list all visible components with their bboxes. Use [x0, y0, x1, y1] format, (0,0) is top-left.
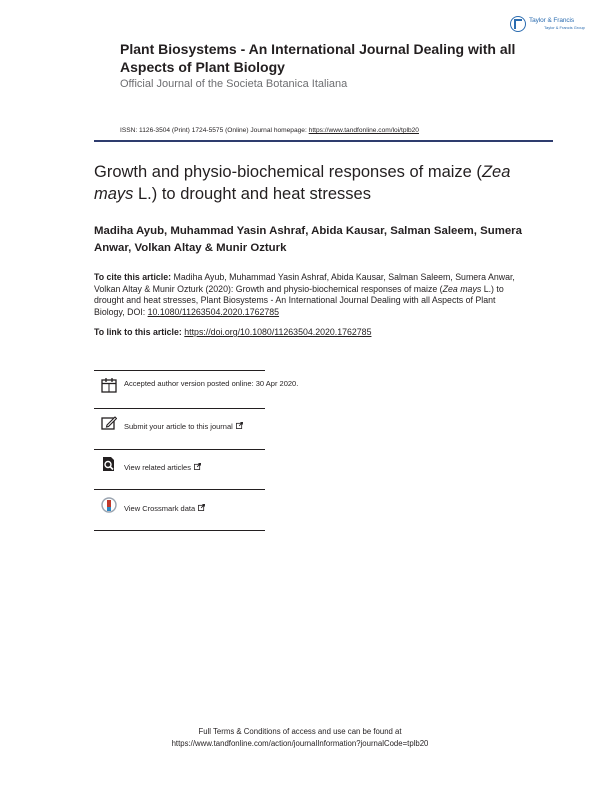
footer — [0, 726, 600, 750]
footer-terms-link[interactable]: https://www.tandfonline.com/action/journalInformation?journalCode=tplb20 — [171, 739, 429, 748]
related-articles-label: View related articles — [124, 463, 191, 472]
related-articles-link[interactable] — [124, 463, 201, 473]
divider — [94, 489, 265, 490]
cite-text-2: L.) to drought and heat stresses, Plant Biosystems - An International Journal Dealing with all Aspects of Plant Biology, DOI: — [94, 283, 504, 317]
cite-label: To cite this article: — [94, 272, 172, 282]
logo-sub: Taylor & Francis Group — [544, 25, 585, 30]
article-doi-url[interactable]: https://doi.org/10.1080/11263504.2020.1762785 — [184, 327, 372, 337]
crossmark-icon — [101, 497, 117, 513]
journal-homepage-link[interactable]: https://www.tandfonline.com/loi/tplb20 — [308, 127, 419, 134]
submit-article-label: Submit your article to this journal — [124, 422, 233, 431]
journal-title: Plant Biosystems - An International Journal Dealing with all Aspects of Plant Biology — [120, 41, 516, 75]
author-list: Madiha Ayub, Muhammad Yasin Ashraf, Abida Kausar, Salman Saleem, Sumera Anwar, Volkan Altay & Munir Ozturk — [94, 225, 522, 254]
link-label: To link to this article: — [94, 327, 182, 337]
edit-icon — [101, 415, 117, 431]
logo-name: Taylor & Francis — [529, 17, 574, 24]
accepted-version-text: Accepted author version posted online: 30 Apr 2020. — [124, 379, 299, 388]
divider — [94, 370, 265, 371]
cite-species: Zea mays — [442, 283, 482, 294]
related-articles-icon — [101, 456, 117, 472]
doi-link[interactable]: 10.1080/11263504.2020.1762785 — [147, 306, 280, 317]
cite-text-1: Madiha Ayub, Muhammad Yasin Ashraf, Abida Kausar, Salman Saleem, Sumera Anwar, Volkan Altay & Munir Ozturk (2020): Growth and physio-biochemical responses of maize ( — [94, 272, 515, 294]
publisher-logo[interactable] — [510, 16, 585, 38]
article-title — [94, 161, 534, 205]
footer-terms-text: Full Terms & Conditions of access and use can be found at — [198, 727, 402, 736]
header-divider — [94, 140, 553, 142]
taylor-francis-icon — [510, 16, 526, 32]
divider — [94, 530, 265, 531]
article-title-prefix: Growth and physio-biochemical responses of maize ( — [94, 163, 482, 181]
external-link-icon — [194, 463, 201, 470]
crossmark-link[interactable] — [124, 504, 205, 514]
divider — [94, 449, 265, 450]
article-link-line — [94, 327, 371, 337]
issn-text: ISSN: 1126-3504 (Print) 1724-5575 (Online) Journal homepage: — [120, 127, 307, 134]
divider — [94, 408, 265, 409]
issn-line — [120, 127, 419, 134]
citation-block — [94, 272, 524, 318]
crossmark-label: View Crossmark data — [124, 504, 196, 513]
external-link-icon — [198, 504, 205, 511]
article-title-species: Zea mays — [94, 163, 511, 203]
journal-subtitle: Official Journal of the Societa Botanica Italiana — [120, 78, 348, 90]
calendar-icon — [101, 377, 117, 393]
submit-article-link[interactable] — [124, 422, 243, 432]
external-link-icon — [236, 422, 243, 429]
article-title-suffix: L.) to drought and heat stresses — [133, 185, 371, 203]
